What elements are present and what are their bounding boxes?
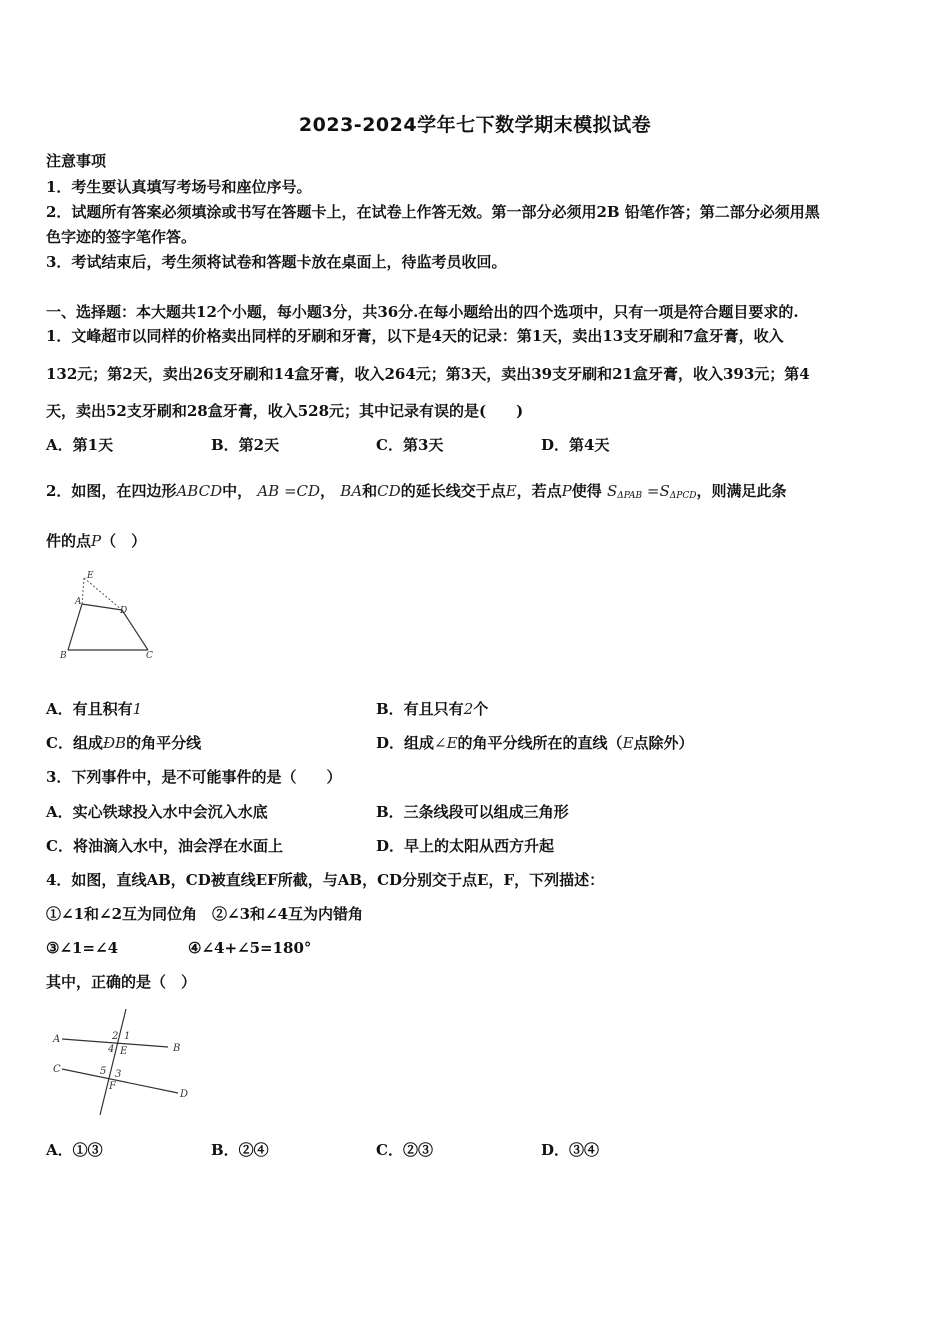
math-segment: CD: [377, 482, 401, 500]
label-e: E: [87, 571, 94, 581]
question-1-text: 1．文峰超市以同样的价格卖出同样的牙刷和牙膏，以下是4天的记录：第1天，卖出13支牙刷和7盒牙膏，收入: [46, 327, 784, 345]
question-2-text: [46, 480, 906, 507]
q4-option-b[interactable]: B．②④: [211, 1141, 269, 1159]
math-point: E: [505, 482, 517, 500]
question-1-text: 132元；第2天，卖出26支牙刷和14盒牙膏，收入264元；第3天，卖出39支牙刷和21盒牙膏，收入393元；第4: [46, 365, 810, 383]
notice-item: 3．考试结束后，考生须将试卷和答题卡放在桌面上，待监考员收回。: [46, 253, 507, 271]
parallel-lines-figure: [50, 1005, 200, 1120]
q1-option-b[interactable]: B．第2天: [211, 436, 280, 454]
segment-ab: [68, 604, 82, 650]
math-quad: ABCD: [176, 482, 223, 500]
q2-text: 使得: [571, 482, 602, 500]
math-angle: ∠E: [434, 734, 458, 752]
math-number: 2: [463, 700, 474, 718]
q2-option-d[interactable]: [376, 732, 694, 754]
question-4-ask: 其中，正确的是（ ）: [46, 973, 197, 991]
q2-text: 2．如图，在四边形: [46, 482, 177, 500]
q2-text: ，若点: [516, 482, 562, 500]
q3-option-d[interactable]: D．早上的太阳从西方升起: [376, 837, 555, 855]
q4-option-a[interactable]: A．①③: [46, 1141, 103, 1159]
angle-4-label: 4: [108, 1044, 115, 1055]
q2-option-b[interactable]: [376, 698, 488, 720]
question-4-text: 4．如图，直线AB，CD被直线EF所截，与AB，CD分别交于点E，F，下列描述：: [46, 871, 605, 889]
q2-option-a-text: A．有且积有: [46, 700, 133, 718]
notice-heading: 注意事项: [46, 152, 107, 170]
q4-option-d[interactable]: D．③④: [541, 1141, 600, 1159]
angle-5-label: 5: [100, 1066, 107, 1077]
question-1-text: 天，卖出52支牙刷和28盒牙膏，收入528元；其中记录有误的是( ): [46, 402, 524, 420]
q1-option-c[interactable]: C．第3天: [376, 436, 444, 454]
label-a: A: [75, 597, 82, 607]
q2-option-d-text: 的角平分线所在的直线（: [457, 734, 623, 752]
q4-option-c[interactable]: C．②③: [376, 1141, 433, 1159]
quadrilateral-figure: [56, 566, 166, 666]
math-area: S: [659, 482, 670, 500]
q2-option-c[interactable]: [46, 732, 201, 754]
section-heading: 一、选择题：本大题共12个小题，每小题3分，共36分.在每小题给出的四个选项中，只有一项是符合题目要求的.: [46, 303, 799, 321]
label-d: D: [120, 606, 128, 616]
angle-1-label: 1: [124, 1031, 131, 1042]
math-subscript: ΔPAB: [617, 491, 643, 501]
math-point: E: [622, 734, 634, 752]
page-title: 2023-2024学年七下数学期末模拟试卷: [298, 114, 652, 136]
q2-option-a[interactable]: [46, 698, 142, 720]
q1-option-d[interactable]: D．第4天: [541, 436, 610, 454]
notice-item: 1．考生要认真填写考场号和座位序号。: [46, 178, 312, 196]
q2-option-c-text: 的角平分线: [126, 734, 202, 752]
notice-item: 色字迹的签字笔作答。: [46, 228, 197, 246]
notice-item: 2．试题所有答案必须填涂或书写在答题卡上，在试卷上作答无效。第一部分必须用2B 铅笔作答；第二部分必须用黑: [46, 203, 820, 221]
extension-ba: [82, 578, 84, 604]
math-angle: ÐB: [102, 734, 127, 752]
math-segment: BA: [340, 482, 363, 500]
math-number: 1: [132, 700, 143, 718]
question-4-statement: ③∠1=∠4: [46, 939, 119, 957]
q2-text: 件的点: [46, 532, 92, 550]
label-d: D: [180, 1089, 189, 1100]
q2-option-c-text: C．组成: [46, 734, 103, 752]
math-point: P: [91, 532, 102, 550]
label-e: E: [120, 1046, 128, 1057]
math-subscript: ΔPCD: [669, 491, 697, 501]
q2-option-d-text: D．组成: [376, 734, 435, 752]
q2-text: ，: [320, 482, 336, 500]
q3-option-c[interactable]: C．将油滴入水中，油会浮在水面上: [46, 837, 283, 855]
question-3-text: 3．下列事件中，是不可能事件的是（ ）: [46, 768, 342, 786]
q2-text: 中，: [222, 482, 253, 500]
question-4-statement: ④∠4+∠5=180°: [188, 939, 312, 957]
q2-text: 的延长线交于点: [400, 482, 506, 500]
angle-3-label: 3: [115, 1069, 122, 1080]
math-equation: AB =CD: [257, 482, 321, 500]
math-point: P: [561, 482, 572, 500]
math-area: S: [607, 482, 618, 500]
label-f: F: [109, 1081, 116, 1092]
q2-option-d-text: 点除外）: [633, 734, 694, 752]
q2-text: （ ）: [101, 532, 147, 550]
question-4-statement: ①∠1和∠2互为同位角 ②∠3和∠4互为内错角: [46, 905, 364, 923]
angle-2-label: 2: [112, 1031, 119, 1042]
q3-option-a[interactable]: A．实心铁球投入水中会沉入水底: [46, 803, 268, 821]
q1-option-a[interactable]: A．第1天: [46, 436, 114, 454]
label-c: C: [53, 1064, 61, 1075]
segment-dc: [122, 610, 148, 650]
label-b: B: [60, 651, 67, 661]
label-a: A: [53, 1034, 61, 1045]
label-b: B: [173, 1043, 181, 1054]
math-equals: =: [642, 482, 660, 500]
question-2-text: [46, 530, 906, 552]
q2-text: 和: [362, 482, 378, 500]
q3-option-b[interactable]: B．三条线段可以组成三角形: [376, 803, 569, 821]
q2-option-b-text: B．有且只有: [376, 700, 464, 718]
q2-text: ，则满足此条: [696, 482, 787, 500]
line-ef: [100, 1009, 126, 1115]
label-c: C: [146, 651, 153, 661]
q2-option-b-text: 个: [473, 700, 489, 718]
